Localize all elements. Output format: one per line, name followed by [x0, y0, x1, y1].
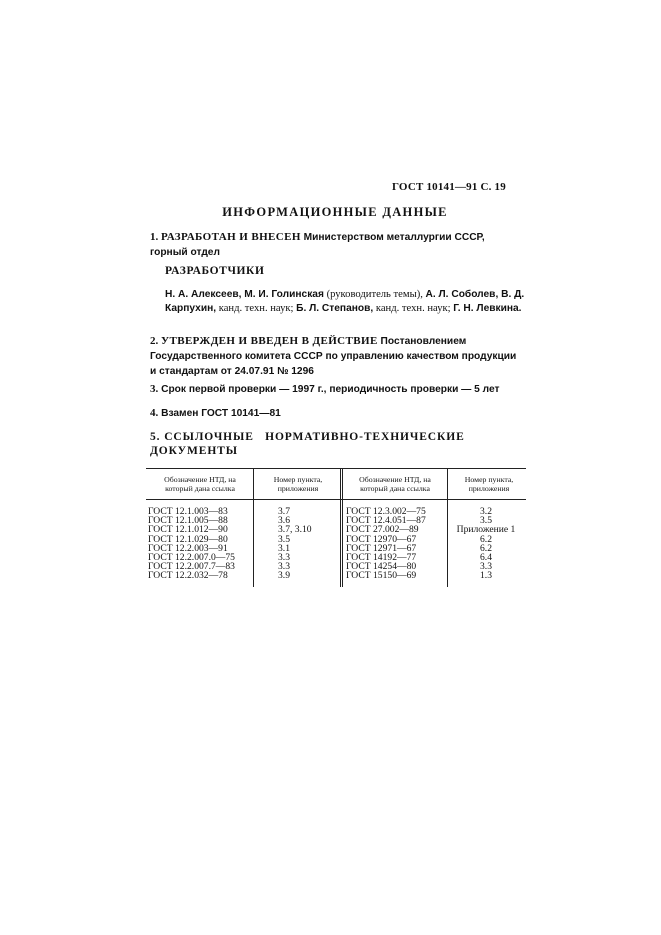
table-cell: 6.2 — [480, 533, 492, 545]
table-cell: ГОСТ 15150—69 — [346, 570, 417, 582]
section-number: 4. — [150, 407, 159, 419]
table-cell: ГОСТ 12.3.002—75 — [346, 506, 426, 517]
left-docs-column — [148, 507, 235, 581]
table-cell: 3.7 — [278, 506, 290, 517]
table-cell: ГОСТ 12971—67 — [346, 542, 417, 554]
section-lead: УТВЕРЖДЕН И ВВЕДЕН В ДЕЙСТВИЕ — [161, 335, 378, 347]
table-cell: 3.2 — [480, 506, 492, 517]
table-top-rule — [146, 468, 526, 469]
table-cell: 3.3 — [278, 561, 290, 573]
table-cell: Приложение 1 — [456, 524, 516, 536]
table-cell: ГОСТ 12.2.007.0—75 — [148, 551, 235, 563]
author-role: (руководитель темы), — [323, 289, 426, 300]
developers-heading: РАЗРАБОТЧИКИ — [165, 265, 265, 277]
table-cell: ГОСТ 12.1.029—80 — [148, 533, 228, 545]
table-cell: 1.3 — [480, 570, 492, 582]
section-text: Постановлением Государственного комитета СССР по управлению качеством продукции и стандартам от 24.07.91 № 1296 — [150, 336, 517, 377]
table-cell: 3.6 — [278, 515, 290, 527]
table-cell: ГОСТ 12.1.005—88 — [148, 515, 228, 527]
section-3 — [150, 382, 525, 397]
table-cell: 3.3 — [480, 561, 492, 573]
table-cell: 3.5 — [278, 533, 290, 545]
right-docs-column — [346, 507, 426, 581]
table-cell: ГОСТ 12970—67 — [346, 533, 417, 545]
table-header-rule — [146, 499, 526, 500]
author-names: Б. Л. Степанов, — [296, 303, 374, 314]
table-cell: ГОСТ 14192—77 — [346, 551, 417, 563]
author-role: канд. техн. наук; — [216, 303, 297, 314]
right-items-column — [448, 507, 524, 581]
table-cell: 6.4 — [480, 551, 492, 563]
table-cell: ГОСТ 27.002—89 — [346, 524, 419, 536]
table-header-cell: Обозначение НТД, на который дана ссылка — [164, 475, 236, 493]
table-cell: ГОСТ 12.2.032—78 — [148, 570, 228, 582]
table-cell: 3.9 — [278, 570, 290, 582]
reference-table — [146, 468, 526, 593]
section-text: Взамен ГОСТ 10141—81 — [158, 408, 281, 419]
section-lead: РАЗРАБОТАН И ВНЕСЕН — [161, 231, 301, 243]
section-1 — [150, 230, 525, 260]
section-number: 5. — [150, 431, 161, 443]
table-header-cell: Обозначение НТД, на который дана ссылка — [359, 475, 431, 493]
table-cell: 3.3 — [278, 551, 290, 563]
table-cell: 3.5 — [480, 515, 492, 527]
table-header-cell: Номер пункта, приложения — [464, 475, 514, 493]
document-title: ИНФОРМАЦИОННЫЕ ДАННЫЕ — [222, 205, 448, 219]
table-cell: ГОСТ 12.2.003—91 — [148, 542, 228, 554]
section-text: Срок первой проверки — 1997 г., периодичность проверки — 5 лет — [158, 384, 500, 395]
author-names: Г. Н. Левкина. — [453, 303, 522, 314]
column-divider — [253, 468, 254, 587]
table-cell: 3.7, 3.10 — [278, 524, 312, 536]
left-items-column — [278, 507, 312, 581]
section-4 — [150, 406, 525, 421]
table-cell: ГОСТ 12.1.003—83 — [148, 506, 228, 517]
author-role: канд. техн. наук; — [373, 303, 454, 314]
section-5 — [150, 430, 530, 458]
section-number: 1. — [150, 231, 159, 243]
table-cell: ГОСТ 12.1.012—90 — [148, 524, 228, 536]
section-text: ССЫЛОЧНЫЕ НОРМАТИВНО-ТЕХНИЧЕСКИЕ ДОКУМЕНТЫ — [150, 431, 469, 457]
section-2 — [150, 334, 525, 379]
table-cell: 6.2 — [480, 542, 492, 554]
section-number: 2. — [150, 335, 159, 347]
author-names: А. Л. Соболев, В. Д. Карпухин, — [165, 289, 525, 314]
table-cell: 3.1 — [278, 542, 290, 554]
developers-list — [165, 288, 525, 316]
section-text: Министерством металлургии СССР, горный отдел — [150, 232, 485, 258]
column-divider — [340, 468, 343, 587]
table-cell: ГОСТ 12.4.051—87 — [346, 515, 426, 527]
table-header-cell: Номер пункта, приложения — [273, 475, 323, 493]
section-number: 3. — [150, 383, 159, 395]
table-cell: ГОСТ 14254—80 — [346, 561, 417, 573]
running-header: ГОСТ 10141—91 С. 19 — [392, 181, 506, 193]
table-cell: ГОСТ 12.2.007.7—83 — [148, 561, 235, 573]
author-names: Н. А. Алексеев, М. И. Голинская — [165, 289, 324, 300]
